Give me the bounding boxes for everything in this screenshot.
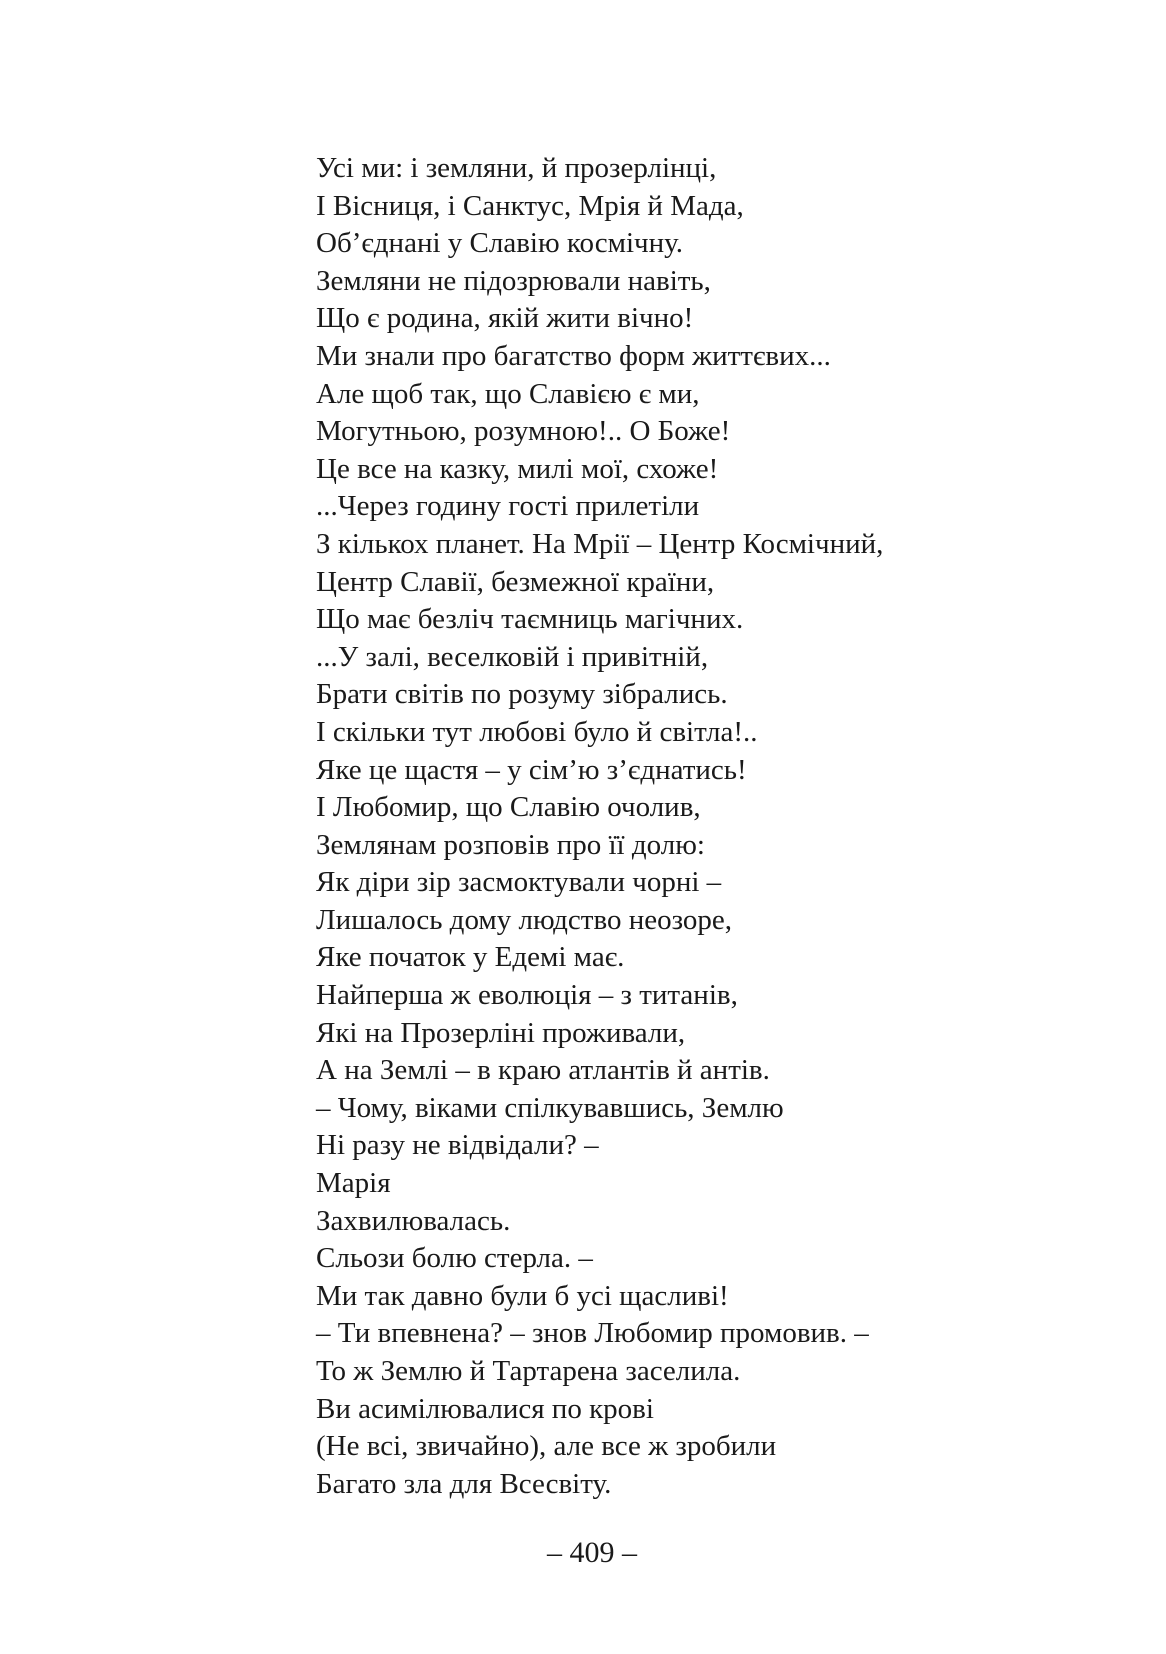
page-number: – 409 –	[547, 1536, 637, 1569]
poem-line: Що має безліч таємниць магічних.	[316, 603, 744, 636]
poem-line: Це все на казку, милі мої, схоже!	[316, 452, 719, 485]
poem-line: Захвилювалась.	[316, 1204, 511, 1237]
poem-line: І Вісниця, і Санктус, Мрія й Мада,	[316, 189, 744, 222]
poem-line: А на Землі – в краю атлантів й антів.	[316, 1054, 770, 1087]
poem-line: Найперша ж еволюція – з титанів,	[316, 979, 738, 1012]
poem-line: ...Через годину гості прилетіли	[316, 490, 700, 523]
poem-text	[316, 150, 1096, 1503]
poem-line: – Чому, віками спілкувавшись, Землю	[316, 1091, 784, 1124]
poem-line: Як діри зір засмоктували чорні –	[316, 866, 722, 899]
poem-line: – Ти впевнена? – знов Любомир промовив. –	[316, 1317, 869, 1350]
poem-line: Об’єднані у Славію космічну.	[316, 227, 683, 260]
poem-line: Центр Славії, безмежної країни,	[316, 565, 715, 598]
poem-line: Земляни не підозрювали навіть,	[316, 264, 711, 297]
poem-line: Багато зла для Всесвіту.	[316, 1467, 612, 1500]
poem-line: Усі ми: і земляни, й прозерлінці,	[316, 152, 717, 184]
poem-line: Ні разу не відвідали? –	[316, 1129, 599, 1162]
poem-line: То ж Землю й Тартарена заселила.	[316, 1355, 741, 1387]
poem-line: Ми так давно були б усі щасливі!	[316, 1279, 729, 1312]
poem-line: Ми знали про багатство форм життєвих...	[316, 339, 831, 372]
poem-line: Брати світів по розуму зібрались.	[316, 678, 728, 711]
poem-line: Які на Прозерліні проживали,	[316, 1016, 686, 1049]
poem-line: Землянам розповів про її долю:	[316, 828, 705, 861]
poem-line: Марія	[316, 1167, 391, 1200]
poem-line: Але щоб так, що Славією є ми,	[316, 377, 700, 410]
poem-line: Яке це щастя – у сім’ю з’єднатись!	[316, 753, 747, 786]
poem-line: Сльози болю стерла. –	[316, 1242, 593, 1275]
poem-line: ...У залі, веселковій і привітній,	[316, 640, 709, 673]
poem-line: (Не всі, звичайно), але все ж зробили	[316, 1430, 777, 1463]
poem-line: Могутньою, розумною!.. О Боже!	[316, 415, 731, 448]
poem-line: Що є родина, якій жити вічно!	[316, 302, 694, 335]
poem-line: І скільки тут любові було й світла!..	[316, 715, 758, 748]
poem-line: І Любомир, що Славію очолив,	[316, 791, 701, 824]
poem-line: Яке початок у Едемі має.	[316, 941, 625, 974]
poem-line: Лишалось дому людство неозоре,	[316, 903, 732, 936]
poem-line: Ви асимілювалися по крові	[316, 1392, 654, 1425]
poem-line: З кількох планет. На Мрії – Центр Космічний,	[316, 527, 884, 560]
